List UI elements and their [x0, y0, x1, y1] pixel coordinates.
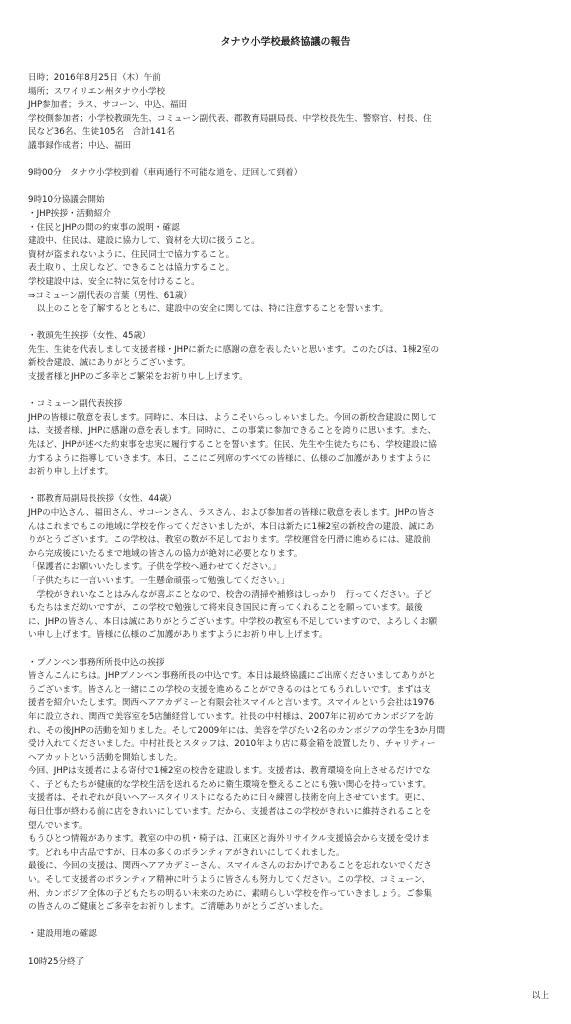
opening-line: ・JHP挨拶・活動紹介 [28, 208, 111, 219]
paragraph-line: 援者を紹介いたします。関西ヘアアカデミーと有限会社スマイルと言います。スマイルという会社は1976 [28, 698, 435, 709]
vice-principal-section [28, 330, 550, 384]
paragraph-line: 年に設立され、関西で美容室を5店舗経営しています。社長の中村様は、2007年に初めてカンボジアを訪 [28, 711, 434, 722]
paragraph-line: 望んでいます。 [28, 820, 88, 831]
paragraph-line: から完成後にいたるまで地域の皆さんの協力が絶対に必要となります。 [28, 548, 303, 559]
info-minutes-author: 議事録作成者；中込、福田 [28, 140, 132, 151]
opening-line: 学校建設中は、安全に特に気を付けること。 [28, 276, 200, 287]
paragraph-line: 毎日仕事が終わる前に店をきれいにしています。だから、支援者はこの学校がきれいに維持されることを [28, 807, 432, 818]
paragraph-line: く、子どもたちが健康的な学校生活を送れるために衛生環境を整えることにも強い関心を持っています。 [28, 779, 432, 790]
arrival-line: 9時00分 タナウ小学校到着（車両通行不可能な道を、迂回して到着） [28, 168, 303, 179]
paragraph-line: 学校がきれいなことはみんなが喜ぶことなので、校舎の清掃や補修はしっかり 行ってください。子ど [28, 589, 432, 600]
opening-line: ⇒コミューン副代表の言葉（男性、61歳） [28, 290, 192, 301]
info-school-participants: 学校側参加者；小学校教頭先生、コミューン副代表、郡教育局副局長、中学校長先生、警察官、村長、住 [28, 113, 432, 124]
paragraph-line: い。そして支援者のボランティア精神に叶うように皆さんも努力してください。この学校、コミューン、 [28, 875, 431, 886]
closing-mark: 以上 [531, 991, 549, 1001]
phnom-penh-section [28, 657, 550, 915]
meeting-info [28, 72, 550, 154]
paragraph-line: は、支援者様、JHPに感謝の意を表します。同時に、この事業に参加できることを誇りに思います。また、 [28, 426, 437, 437]
paragraph-line: JHPの中込さん、福田さん、サコーンさん、ラスさん、および参加者の皆様に敬意を表します。JHPの皆さ [28, 508, 436, 518]
paragraph-line: りがとうございます。この学校は、教室の数が不足しております。学校運営を円滑に進めるには、建設前 [28, 535, 431, 546]
paragraph-line: 今回、JHPは支援者による寄付で1棟2室の校舎を建設します。支援者は、教育環境を向上させるだけでな [28, 766, 431, 777]
paragraph-line: 支援者様とJHPのご多幸とご繁栄をお祈り申し上げます。 [28, 372, 248, 383]
paragraph-line: 力するように指導していきます。本日、ここにご列席のすべての皆様に、仏様のご加護がありますように [28, 453, 432, 464]
paragraph-line: JHPの皆様に敬意を表します。同時に、本日は、ようこそいらっしゃいました。今回の新校舎建設に関して [28, 412, 437, 423]
paragraph-line: もうひとつ情報があります。教室の中の机・椅子は、江東区と海外リサイクル支援協会から支援を受けま [28, 834, 430, 845]
section-heading: ・郡教育局副局長挨拶（女性、44歳） [28, 494, 177, 505]
opening-line: ・住民とJHPの間の約束事の説明・確認 [28, 222, 180, 233]
paragraph-line: い申し上げます。皆様に仏様のご加護がありますようにお祈り申し上げます。 [28, 630, 328, 641]
paragraph-line: 受け入れてくださいました。中村社長とスタッフは、2010年より店に募金箱を設置したり、チャリティー [28, 739, 436, 750]
paragraph-line: お祈り申し上げます。 [28, 467, 114, 478]
paragraph-line: 最後に、今回の支援は、関西ヘアアカデミーさん、スマイルさんのおかげであることを忘れないでくださ [28, 861, 432, 872]
paragraph-line: ヘアカットという活動を開始しました。 [28, 752, 183, 763]
opening-line: 9時10分協議会開始 [28, 195, 105, 206]
site-check-heading: ・建設用地の確認 [28, 929, 97, 940]
paragraph-line: 先ほど、JHPが述べた約束事を忠実に履行することを誓います。住民、先生や生徒たちにも、学校建設に協 [28, 440, 437, 451]
paragraph-line: す。どれも中古品ですが、日本の多くのボランティアがきれいにしてくれました。 [28, 847, 345, 858]
opening-line: 表土取り、土戻しなど、できることは協力すること。 [28, 263, 235, 274]
opening-line: 資材が盗まれないように、住民同士で協力すること。 [28, 249, 235, 260]
paragraph-line: に、JHPの皆さん、本日は誠にありがとうございます。中学校の教室も不足していますので、よろしくお願 [28, 616, 438, 627]
opening-section [28, 194, 550, 316]
paragraph-line: れ、その後JHPの活動を知りました。そして2009年には、美容を学びたい2名のカンボジアの学生を3か月間 [28, 725, 446, 736]
info-location: 場所；スワイリエン州タナウ小学校 [28, 86, 166, 97]
report-title: タナウ小学校最終協議の報告 [220, 37, 351, 48]
paragraph-line: 州、カンボジア全体の子どもたちの明るい未来のために、素晴らしい学校を作っていきましょう。ご参集 [28, 888, 432, 899]
end-time: 10時25分終了 [28, 956, 85, 967]
opening-line: 以上のことを了解するとともに、建設中の安全に関しては、特に注意することを誓います。 [28, 304, 389, 315]
info-school-participants-cont: 民など36名、生徒105名 合計141名 [28, 127, 175, 138]
report-body [28, 72, 550, 969]
section-heading: ・プノンペン事務所所長中込の挨拶 [28, 657, 165, 668]
paragraph-line: 新校舎建設、誠にありがとうございます。 [28, 358, 191, 369]
section-heading: ・コミューン副代表挨拶 [28, 399, 123, 410]
info-datetime: 日時；2016年8月25日（木）午前 [28, 73, 161, 83]
paragraph-line: もたちはまだ幼いですが、この学校で勉強して将来良き国民に育ってくれることを願っています。最後 [28, 603, 423, 614]
paragraph-line: 先生、生徒を代表しまして支援者様・JHPに新たに感謝の意を表したいと思います。このたびは、1棟2室の [28, 344, 440, 355]
paragraph-line: 皆さんこんにちは。JHPプノンペン事務所長の中込です。本日は最終協議にご出席くださいましてありがと [28, 671, 436, 682]
district-section [28, 493, 550, 643]
section-heading: ・教頭先生挨拶（女性、45歳） [28, 331, 151, 342]
info-jhp-participants: JHP参加者；ラス、サコーン、中込、福田 [28, 100, 188, 111]
commune-section [28, 398, 550, 480]
paragraph-line: うございます。皆さんと一緒にこの学校の支援を進めることができるのはとてもうれしいです。まずは支 [28, 684, 431, 695]
paragraph-line: 「保護者にお願いいたします。子供を学校へ通わせてください。」 [28, 562, 281, 573]
paragraph-line: の皆さんのご健康とご多幸をお祈りします。ご清聴ありがとうございました。 [28, 902, 329, 913]
paragraph-line: 「子供たちに一言いいます。一生懸命頑張って勉強してください。」 [28, 575, 290, 586]
paragraph-line: んはこれまでもこの地域に学校を作ってくださいましたが、本日は新たに1棟2室の新校舎の建設、誠にあ [28, 521, 435, 532]
opening-line: 建設中、住民は、建設に協力して、資材を大切に扱うこと。 [28, 236, 260, 247]
paragraph-line: 支援者は、それぞれが良いヘアースタイリストになるために日々練習し技術を向上させています。更に、 [28, 793, 430, 804]
